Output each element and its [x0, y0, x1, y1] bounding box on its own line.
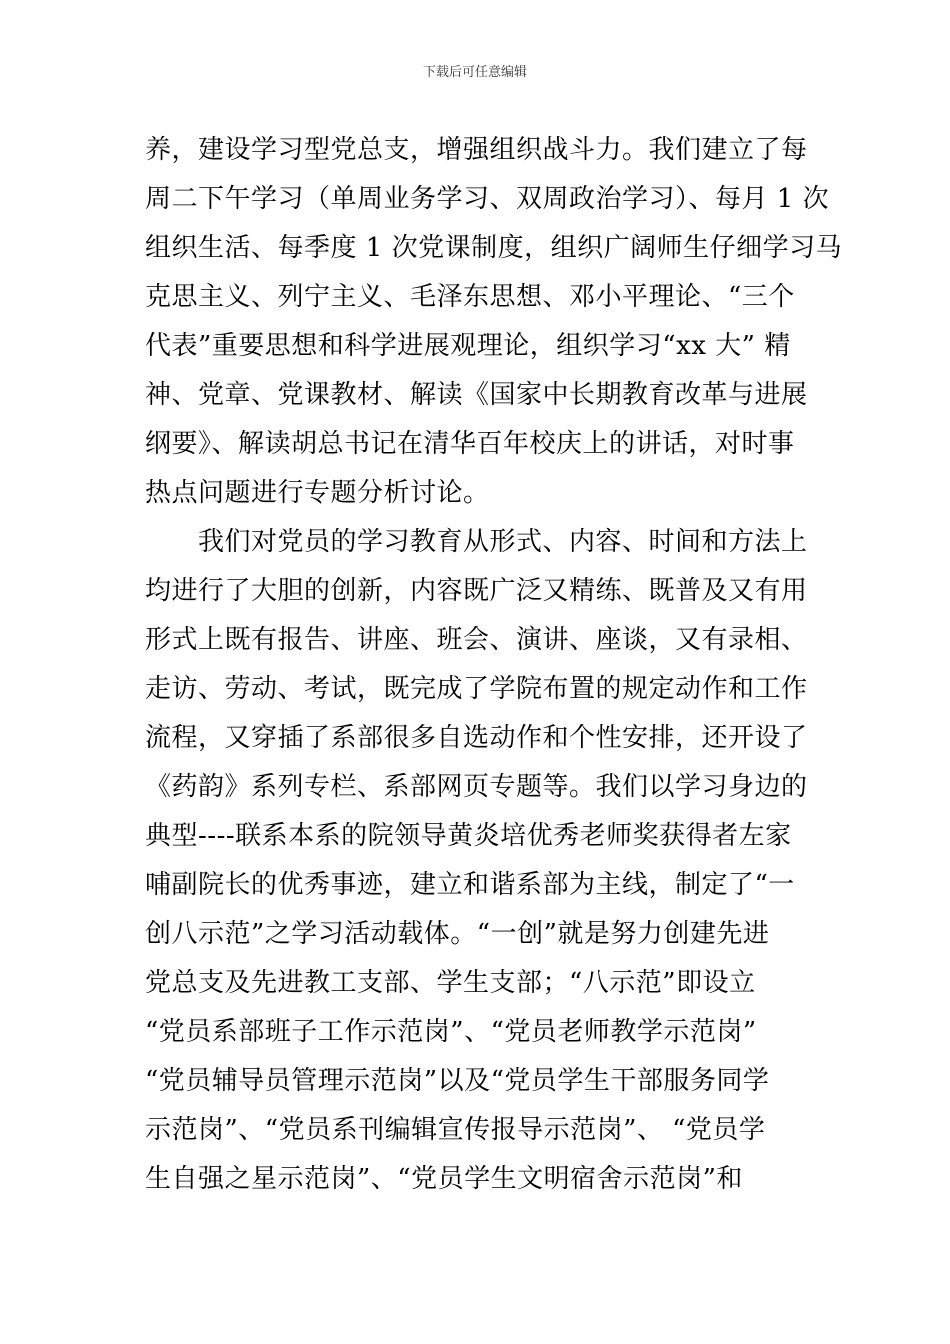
text-line: 养，建设学习型党总支，增强组织战斗力。我们建立了每 — [145, 135, 808, 165]
paragraph-2 — [145, 518, 810, 1204]
text-line: 《药韵》系列专栏、系部网页专题等。我们以学习身边的 — [145, 772, 808, 802]
text-line: 流程，又穿插了系部很多自选动作和个性安排，还开设了 — [145, 723, 808, 753]
text-line: 代表”重要思想和科学进展观理论，组织学习“xx 大” 精 — [145, 331, 791, 361]
text-line: 典型----联系本系的院领导黄炎培优秀老师奖获得者左家 — [145, 821, 792, 851]
text-line: 克思主义、列宁主义、毛泽东思想、邓小平理论、“三个 — [145, 282, 795, 312]
text-line: 生自强之星示范岗”、“党员学生文明宿舍示范岗”和 — [145, 1164, 743, 1194]
paragraph-1 — [145, 126, 843, 518]
text-line: 我们对党员的学习教育从形式、内容、时间和方法上 — [145, 527, 808, 557]
text-line: 哺副院长的优秀事迹，建立和谐系部为主线，制定了“一 — [145, 870, 795, 900]
text-line: 周二下午学习（单周业务学习、双周政治学习）、每月 1 次 — [145, 184, 830, 214]
text-line: 创八示范”之学习活动载体。“一创”就是努力创建先进 — [145, 919, 770, 949]
body-text — [145, 126, 843, 1204]
text-line: 神、党章、党课教材、解读《国家中长期教育改革与进展 — [145, 380, 808, 410]
text-line: 党总支及先进教工支部、学生支部；“八示范”即设立 — [145, 968, 756, 998]
text-line: 纲要》、解读胡总书记在清华百年校庆上的讲话，对时事 — [145, 429, 795, 459]
text-line: 示范岗”、“党员系刊编辑宣传报导示范岗”、 “党员学 — [145, 1115, 766, 1145]
text-line: 组织生活、每季度 1 次党课制度，组织广阔师生仔细学习马 — [145, 233, 843, 263]
text-line: 均进行了大胆的创新，内容既广泛又精练、既普及又有用 — [145, 576, 808, 606]
text-line: 走访、劳动、考试，既完成了学院布置的规定动作和工作 — [145, 674, 808, 704]
page-header: 下载后可任意编辑 — [422, 65, 527, 80]
text-line: 热点问题进行专题分析讨论。 — [145, 478, 490, 508]
text-line: 形式上既有报告、讲座、班会、演讲、座谈，又有录相、 — [145, 625, 808, 655]
text-line: “党员辅导员管理示范岗”以及“党员学生干部服务同学 — [145, 1066, 770, 1096]
text-line: “党员系部班子工作示范岗”、“党员老师教学示范岗” — [145, 1017, 757, 1047]
